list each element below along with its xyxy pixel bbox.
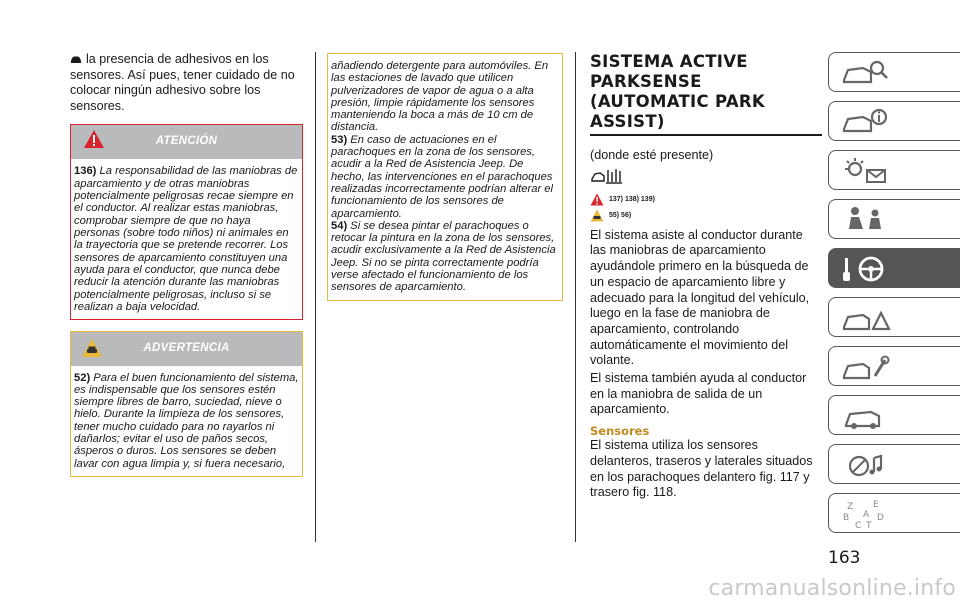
index-letters-icon	[841, 499, 891, 529]
car-search-icon	[841, 58, 891, 88]
warning-triangle-icon	[590, 193, 604, 206]
chapter-tabs	[828, 52, 960, 542]
tab-maintenance[interactable]	[828, 346, 960, 386]
svg-text:C: C	[855, 521, 862, 529]
emergency-triangle-icon	[841, 303, 891, 333]
warning-header	[71, 125, 302, 159]
availability-note: (donde esté presente)	[590, 148, 714, 162]
advert-header	[71, 332, 302, 366]
note-53: 53) En caso de actuaciones en el parachoques en la zona de los sensores, acudir a la Red de Asistencia Jeep. De hecho, las intervenciones en el parachoques realizadas incorrectamente podrían alterar el funcionamiento de los sensores de aparcamiento.	[331, 133, 554, 220]
light-message-icon	[841, 156, 891, 186]
advert-car-icon	[590, 209, 604, 222]
warning-title: ATENCIÓN	[155, 135, 218, 148]
warning-text: 136) La responsabilidad de las maniobras de aparcamiento y de otras maniobras potencialmente peligrosas recae siempre en el conductor. Al realizar estas maniobras, comprobar siempre de que no haya personas (sobre todo niños) ni animales en la trayectoria que se pretende recorrer. Los sensores de aparcamiento constituyen una ayuda para el conductor, que nunca debe reducir la atención durante las maniobras potencialmente peligrosas, incluso si se realizan a baja velocidad.	[74, 165, 298, 314]
svg-text:B: B	[843, 513, 850, 523]
car-icon	[70, 55, 82, 64]
tab-vehicle-info[interactable]	[828, 101, 960, 141]
column-divider-2	[575, 52, 576, 542]
title-rule	[590, 134, 822, 136]
car-info-icon	[841, 107, 891, 137]
tab-starting-driving[interactable]	[828, 248, 960, 288]
advert-continuation: añadiendo detergente para automóviles. En las estaciones de lavado que utilicen pulverizadores de vapor de agua o a alta presión, limpie rápidamente los sensores manteniendo la boca a más de 10 cm de distancia.	[331, 60, 549, 134]
parksense-icon	[590, 167, 624, 185]
column-divider-1	[315, 52, 316, 542]
note-54: 54) Si se desea pintar el parachoques o retocar la pintura en la zona de los sensores, acudir exclusivamente a la Red de Asistencia Jeep. Si no se pinta correctamente podría verse afectado el funcionamiento de los sensores de aparcamiento.	[331, 219, 556, 294]
section-title: SISTEMA ACTIVE PARKSENSE (AUTOMATIC PARK ASSIST)	[590, 52, 765, 131]
tab-safety[interactable]	[828, 199, 960, 239]
wrench-car-icon	[841, 352, 891, 382]
key-steering-icon	[841, 254, 891, 284]
paragraph-1: El sistema asiste al conductor durante las maniobras de aparcamiento ayudándole primero en la búsqueda de un espacio de aparcamiento libre y adecuado para la longitud del vehículo, luego en la fase de maniobra de aparcamiento, controlando automáticamente el movimiento del volante.	[590, 227, 810, 368]
tab-multimedia[interactable]	[828, 444, 960, 484]
warning-refs: 137) 138) 139)	[590, 193, 822, 206]
intro-paragraph: la presencia de adhesivos en los sensores. Así pues, tener cuidado de no colocar ningún adhesivo sobre los sensores.	[70, 52, 295, 113]
svg-text:D: D	[877, 513, 884, 523]
car-specs-icon	[841, 401, 891, 431]
watermark: carmanualsonline.info	[708, 576, 956, 601]
tab-technical-data[interactable]	[828, 395, 960, 435]
multimedia-icon	[841, 450, 891, 480]
safety-seat-icon	[841, 205, 891, 235]
svg-text:Z: Z	[847, 502, 854, 512]
warning-number: 136)	[74, 165, 97, 178]
paragraph-2: El sistema también ayuda al conductor en la maniobra de salida de un aparcamiento.	[590, 371, 807, 417]
advert-title: ADVERTENCIA	[143, 341, 230, 354]
right-column	[590, 52, 822, 501]
sensors-heading: Sensores	[590, 424, 650, 439]
left-column	[70, 52, 303, 477]
advert-refs: 55) 56)	[590, 209, 822, 222]
svg-text:A: A	[863, 510, 870, 520]
tab-vehicle-search[interactable]	[828, 52, 960, 92]
svg-text:T: T	[866, 521, 872, 529]
tab-lights-messages[interactable]	[828, 150, 960, 190]
svg-text:E: E	[873, 500, 879, 510]
tab-index[interactable]	[828, 493, 960, 533]
warning-box	[70, 124, 303, 319]
page-number: 163	[828, 548, 861, 568]
tab-emergency[interactable]	[828, 297, 960, 337]
advert-number: 52)	[74, 371, 91, 384]
advert-text: 52) Para el buen funcionamiento del sistema, es indispensable que los sensores estén siempre libres de barro, suciedad, nieve o hielo. Durante la limpieza de los sensores, tener mucho cuidado para no rayarlos ni dañarlos; evitar el uso de paños secos, ásperos o duros. Los sensores se deben lavar con agua limpia y, si fuera necesario,	[74, 371, 299, 470]
advert-box	[70, 331, 303, 477]
paragraph-3: El sistema utiliza los sensores delanteros, traseros y laterales situados en los parachoques delantero fig. 117 y trasero fig. 118.	[590, 438, 813, 500]
middle-column	[327, 53, 563, 301]
